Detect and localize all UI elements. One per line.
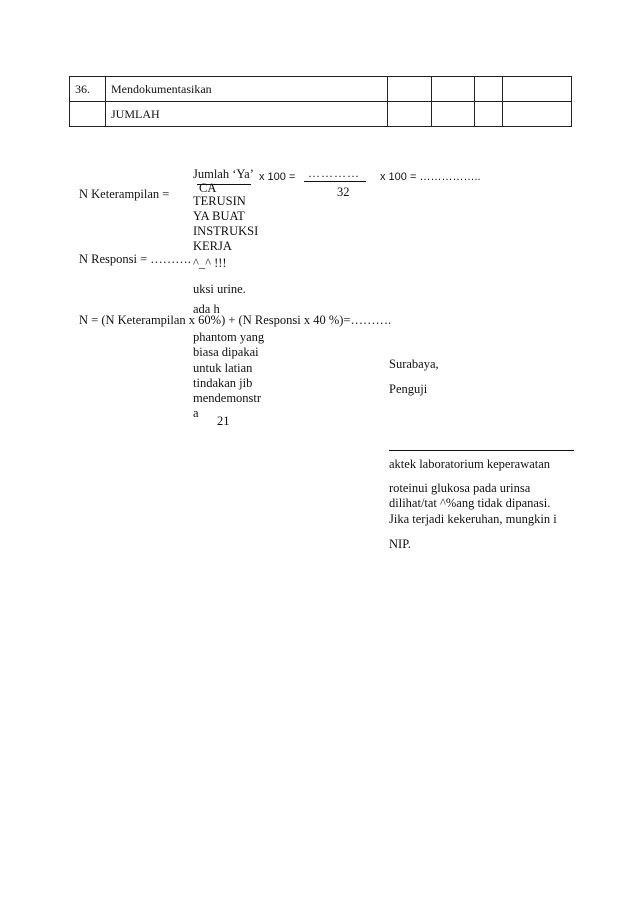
column-text-block	[193, 194, 268, 254]
column-text-line: KERJA	[193, 239, 232, 253]
overlay-caret: ^_^ !!!	[193, 256, 227, 270]
denominator-value: 32	[337, 185, 350, 199]
page-number: 21	[217, 414, 230, 428]
column-text-line: TERUSIN	[193, 194, 246, 208]
signature-text-2: roteinui glukosa pada urinsa	[389, 481, 531, 495]
overlay-ca: CA	[199, 181, 217, 195]
times-100-a: x 100 =	[259, 171, 296, 183]
score-cell	[432, 102, 475, 127]
signature-text-1: aktek laboratorium keperawatan	[389, 457, 551, 471]
column-text-line: a	[193, 406, 199, 421]
score-cell	[388, 77, 432, 102]
score-cell	[475, 102, 503, 127]
column-text-line: phantom yang	[193, 330, 265, 344]
column-text-line: YA BUAT	[193, 209, 245, 223]
score-cell	[503, 77, 572, 102]
row-number	[70, 102, 106, 127]
row-item: Mendokumentasikan	[106, 77, 388, 102]
signature-role: Penguji	[389, 382, 428, 396]
times-100-b: x 100 = ……………..	[380, 171, 481, 183]
signature-text-3: dilihat/tat ^%ang tidak dipanasi.	[389, 496, 551, 510]
column-text-line: tindakan jib	[193, 375, 253, 390]
table-row	[70, 102, 572, 127]
score-cell	[503, 102, 572, 127]
row-item: JUMLAH	[106, 102, 388, 127]
signature-city: Surabaya,	[389, 357, 439, 371]
score-cell	[475, 77, 503, 102]
n-responsi: N Responsi = ……….	[79, 252, 191, 266]
score-cell	[388, 102, 432, 127]
n-total-formula: N = (N Keterampilan x 60%) + (N Responsi x 40 %)=……….	[79, 313, 392, 327]
row-number: 36.	[70, 77, 106, 102]
score-cell	[432, 77, 475, 102]
column-text-line: mendemonstr	[193, 391, 262, 406]
fraction-line-right	[304, 181, 366, 182]
column-text-line: biasa dipakai	[193, 345, 259, 360]
column-text-block-2	[193, 330, 268, 422]
table-row	[70, 77, 572, 102]
uksi-text: uksi urine.	[193, 282, 246, 296]
numerator-label: Jumlah ‘Ya’	[193, 167, 254, 181]
column-text-line: untuk latian	[193, 360, 253, 375]
signature-line	[389, 450, 574, 451]
n-keterampilan-label: N Keterampilan =	[79, 187, 170, 201]
score-table	[69, 76, 572, 127]
ada-text: ada h	[193, 302, 220, 316]
dots-top: …………	[308, 166, 360, 180]
column-text-line: INSTRUKSI	[193, 224, 259, 238]
nip-label: NIP.	[389, 537, 411, 551]
signature-text-4: Jika terjadi kekeruhan, mungkin i	[389, 512, 557, 526]
